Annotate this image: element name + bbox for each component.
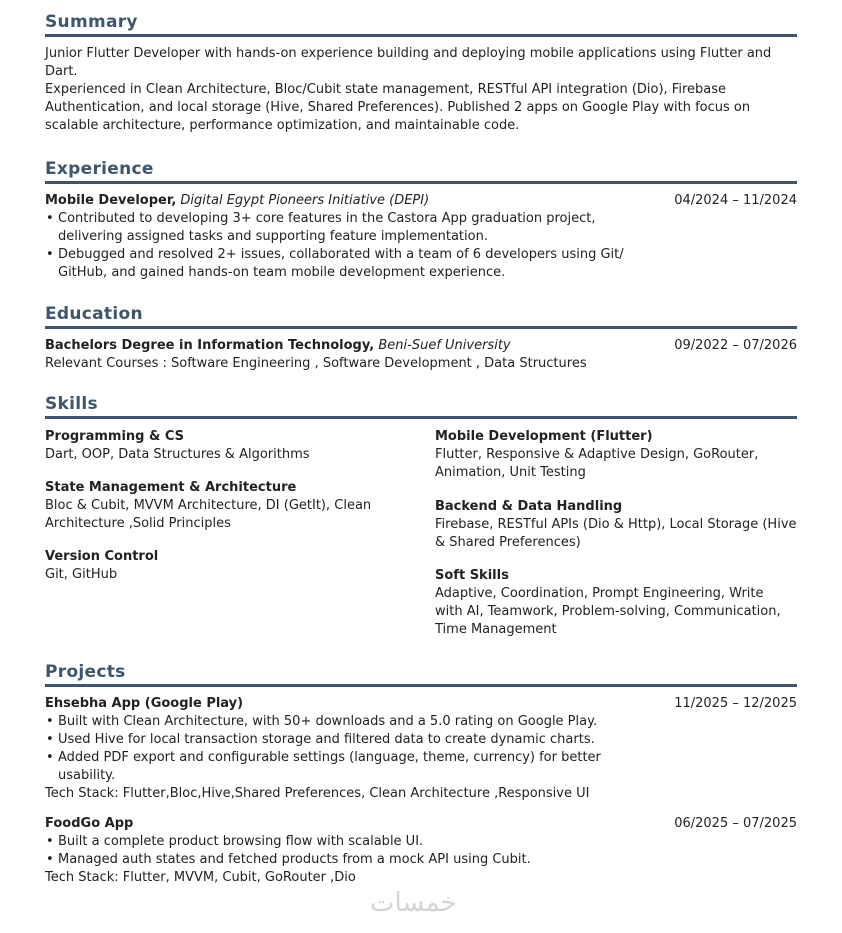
project-item — [45, 695, 797, 803]
skill-group — [45, 479, 371, 533]
school: Beni-Suef University — [378, 338, 511, 353]
summary-section — [45, 10, 797, 135]
summary-line: Junior Flutter Developer with hands-on experience building and deploying mobile applications using Flutter and — [45, 46, 772, 61]
bullet-item: usability. — [58, 768, 116, 783]
skill-list: Time Management — [435, 622, 557, 637]
summary-line: scalable architecture, performance optimization, and maintainable code. — [45, 118, 520, 133]
section-heading: Education — [45, 304, 143, 324]
project-name: FoodGo App — [45, 816, 134, 831]
bullet-item: • Contributed to developing 3+ core features in the Castora App graduation project, — [45, 210, 797, 228]
skill-group — [435, 428, 797, 482]
bullet-item: • Used Hive for local transaction storage and filtered data to create dynamic charts. — [45, 731, 797, 749]
experience-section — [45, 157, 797, 282]
tech-stack: Tech Stack: Flutter,Bloc,Hive,Shared Preferences, Clean Architecture ,Responsive UI — [45, 786, 590, 801]
section-heading: Projects — [45, 662, 126, 682]
tech-stack: Tech Stack: Flutter, MVVM, Cubit, GoRouter ,Dio — [45, 870, 356, 885]
section-divider — [45, 416, 797, 419]
project-dates: 06/2025 – 07/2025 — [674, 816, 797, 831]
skill-list: Flutter, Responsive & Adaptive Design, GoRouter, — [435, 447, 759, 462]
bullet-item: • Debugged and resolved 2+ issues, collaborated with a team of 6 developers using Git/ — [45, 246, 797, 264]
education-dates: 09/2022 – 07/2026 — [674, 338, 797, 353]
section-heading: Experience — [45, 159, 154, 179]
skill-group — [45, 548, 371, 584]
skill-group — [435, 498, 797, 552]
bullet-item: • Managed auth states and fetched products from a mock API using Cubit. — [45, 851, 797, 869]
project-header — [45, 695, 797, 713]
section-divider — [45, 181, 797, 184]
section-heading: Skills — [45, 394, 98, 414]
skill-list: Firebase, RESTful APIs (Dio & Http), Local Storage (Hive — [435, 517, 797, 532]
summary-line: Dart. — [45, 64, 78, 79]
section-divider — [45, 34, 797, 37]
skill-list: Adaptive, Coordination, Prompt Engineering, Write — [435, 586, 764, 601]
bullet-item: • Added PDF export and configurable settings (language, theme, currency) for better — [45, 749, 797, 767]
skill-group — [45, 428, 371, 464]
project-item — [45, 815, 797, 887]
projects-section — [45, 660, 797, 887]
skill-list: with AI, Teamwork, Problem-solving, Communication, — [435, 604, 781, 619]
skill-category: Version Control — [45, 549, 159, 564]
section-divider — [45, 684, 797, 687]
skills-section — [45, 392, 797, 652]
skill-list: & Shared Preferences) — [435, 535, 581, 550]
skill-list: Dart, OOP, Data Structures & Algorithms — [45, 447, 310, 462]
bullet-item: • Built with Clean Architecture, with 50+ downloads and a 5.0 rating on Google Play. — [45, 713, 797, 731]
project-dates: 11/2025 – 12/2025 — [674, 696, 797, 711]
job-organization: Digital Egypt Pioneers Initiative (DEPI) — [180, 193, 430, 208]
degree: Bachelors Degree in Information Technology, — [45, 338, 375, 353]
summary-line: Experienced in Clean Architecture, Bloc/Cubit state management, RESTful API integration (Dio), Firebase — [45, 82, 726, 97]
skill-group — [435, 567, 797, 639]
watermark-logo: خمسات — [370, 888, 457, 918]
skill-list: Animation, Unit Testing — [435, 465, 586, 480]
section-heading: Summary — [45, 12, 138, 32]
project-header — [45, 815, 797, 833]
education-header — [45, 337, 797, 355]
job-title: Mobile Developer, — [45, 193, 177, 208]
education-section — [45, 302, 797, 373]
bullet-item: delivering assigned tasks and supporting feature implementation. — [58, 229, 488, 244]
skill-category: Soft Skills — [435, 568, 509, 583]
job-dates: 04/2024 – 11/2024 — [674, 193, 797, 208]
project-name: Ehsebha App (Google Play) — [45, 696, 244, 711]
summary-line: Authentication, and local storage (Hive, Shared Preferences). Published 2 apps on Google Play with focus on — [45, 100, 751, 115]
skill-list: Architecture ,Solid Principles — [45, 516, 231, 531]
skill-category: Programming & CS — [45, 429, 185, 444]
section-divider — [45, 326, 797, 329]
project-bullets — [45, 833, 797, 869]
job-header — [45, 192, 797, 210]
skill-category: Mobile Development (Flutter) — [435, 429, 653, 444]
bullet-item: • Built a complete product browsing flow with scalable UI. — [45, 833, 797, 851]
skill-category: Backend & Data Handling — [435, 499, 623, 514]
skill-list: Bloc & Cubit, MVVM Architecture, DI (GetIt), Clean — [45, 498, 372, 513]
bullet-item: GitHub, and gained hands-on team mobile development experience. — [58, 265, 506, 280]
skill-list: Git, GitHub — [45, 567, 118, 582]
relevant-courses: Relevant Courses : Software Engineering , Software Development , Data Structures — [45, 356, 587, 371]
skill-category: State Management & Architecture — [45, 480, 297, 495]
project-bullets — [45, 713, 797, 785]
